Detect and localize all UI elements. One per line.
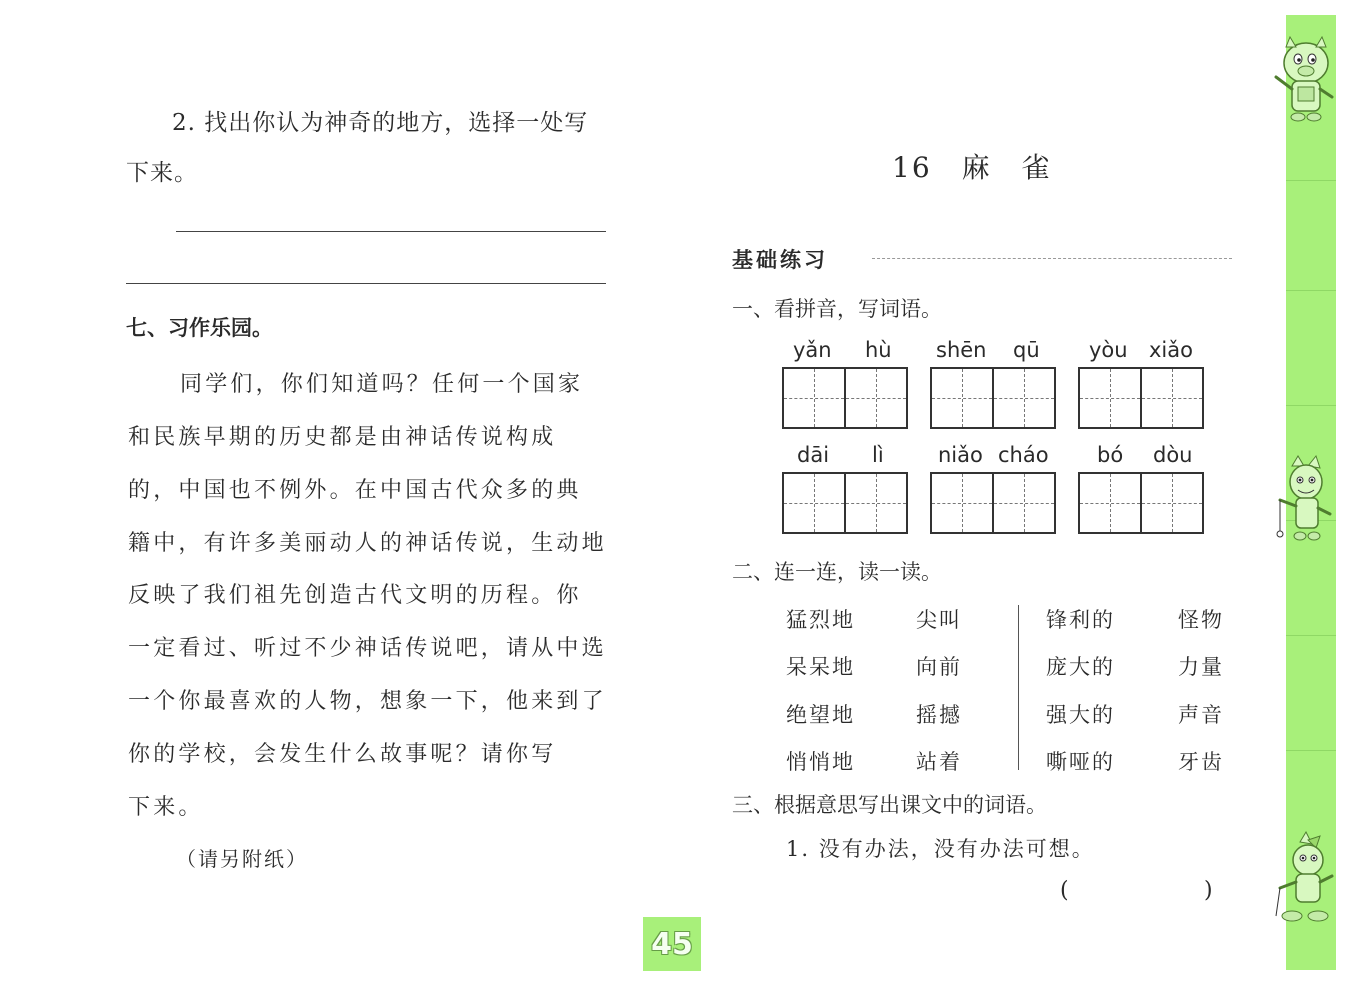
pinyin: shēn [936, 338, 987, 362]
lesson-title: 16 麻 雀 [892, 151, 1052, 184]
match-noun[interactable]: 怪物 [1178, 608, 1224, 632]
pinyin: qū [1013, 338, 1040, 362]
answer-line-2[interactable] [126, 283, 606, 284]
pinyin: hù [865, 338, 892, 362]
writing-grid[interactable] [782, 367, 908, 429]
match-adverb[interactable]: 绝望地 [786, 703, 855, 727]
basics-heading: 基础练习 [732, 248, 828, 272]
writing-grid[interactable] [930, 367, 1056, 429]
paragraph-line: 反映了我们祖先创造古代文明的历程。你 [128, 583, 582, 608]
match-noun[interactable]: 声音 [1178, 703, 1224, 727]
question-2-line-1: 2. 找出你认为神奇的地方，选择一处写 [172, 110, 589, 136]
match-noun[interactable]: 牙齿 [1178, 750, 1224, 774]
pinyin: yǎn [793, 338, 832, 362]
section-7-title: 七、习作乐园。 [126, 316, 273, 340]
answer-blank-open: ( [1060, 878, 1069, 903]
fox-mascot-icon [1270, 830, 1340, 930]
match-adjective[interactable]: 强大的 [1046, 703, 1115, 727]
match-adverb[interactable]: 悄悄地 [786, 750, 855, 774]
match-adjective[interactable]: 庞大的 [1046, 655, 1115, 679]
match-adjective[interactable]: 嘶哑的 [1046, 750, 1115, 774]
match-verb[interactable]: 向前 [916, 655, 962, 679]
paragraph-line: 同学们，你们知道吗？任何一个国家 [180, 372, 584, 397]
paragraph-line: 下来。 [128, 795, 204, 820]
pinyin: cháo [998, 443, 1049, 467]
match-verb[interactable]: 站着 [916, 750, 962, 774]
paragraph-line: 籍中，有许多美丽动人的神话传说，生动地 [128, 531, 607, 556]
exercise-3-title: 三、根据意思写出课文中的词语。 [732, 793, 1047, 817]
match-adverb[interactable]: 猛烈地 [786, 608, 855, 632]
paragraph-line: 和民族早期的历史都是由神话传说构成 [128, 425, 557, 450]
page-number: 45 [643, 917, 701, 971]
paragraph-line: 的，中国也不例外。在中国古代众多的典 [128, 478, 582, 503]
pinyin: niǎo [938, 443, 983, 467]
exercise-1-title: 一、看拼音，写词语。 [732, 297, 942, 321]
writing-grid[interactable] [1078, 472, 1204, 534]
answer-line-1[interactable] [176, 231, 606, 232]
attach-paper-note: （请另附纸） [176, 847, 308, 871]
exercise-2-title: 二、连一连，读一读。 [732, 560, 942, 584]
writing-grid[interactable] [1078, 367, 1204, 429]
match-adjective[interactable]: 锋利的 [1046, 608, 1115, 632]
writing-grid[interactable] [930, 472, 1056, 534]
writing-grid[interactable] [782, 472, 908, 534]
match-verb[interactable]: 尖叫 [916, 608, 962, 632]
heading-dash-line [872, 258, 1232, 259]
pinyin: bó [1097, 443, 1124, 467]
answer-blank[interactable] [1075, 880, 1200, 906]
match-divider [1018, 605, 1019, 770]
pinyin: lì [872, 443, 884, 467]
pig-mascot-icon [1268, 25, 1340, 125]
paragraph-line: 一个你最喜欢的人物，想象一下，他来到了 [128, 689, 607, 714]
pinyin: xiǎo [1149, 338, 1193, 362]
pinyin: dòu [1153, 443, 1193, 467]
match-adverb[interactable]: 呆呆地 [786, 655, 855, 679]
answer-blank-close: ) [1204, 878, 1213, 903]
exercise-3-item-1: 1. 没有办法，没有办法可想。 [786, 837, 1095, 861]
question-2-line-2: 下来。 [126, 160, 198, 186]
pinyin: yòu [1089, 338, 1128, 362]
wolf-mascot-icon [1268, 452, 1340, 552]
paragraph-line: 你的学校，会发生什么故事呢？请你写 [128, 742, 557, 767]
paragraph-line: 一定看过、听过不少神话传说吧，请从中选 [128, 636, 607, 661]
pinyin: dāi [797, 443, 830, 467]
match-verb[interactable]: 摇撼 [916, 703, 962, 727]
match-noun[interactable]: 力量 [1178, 655, 1224, 679]
